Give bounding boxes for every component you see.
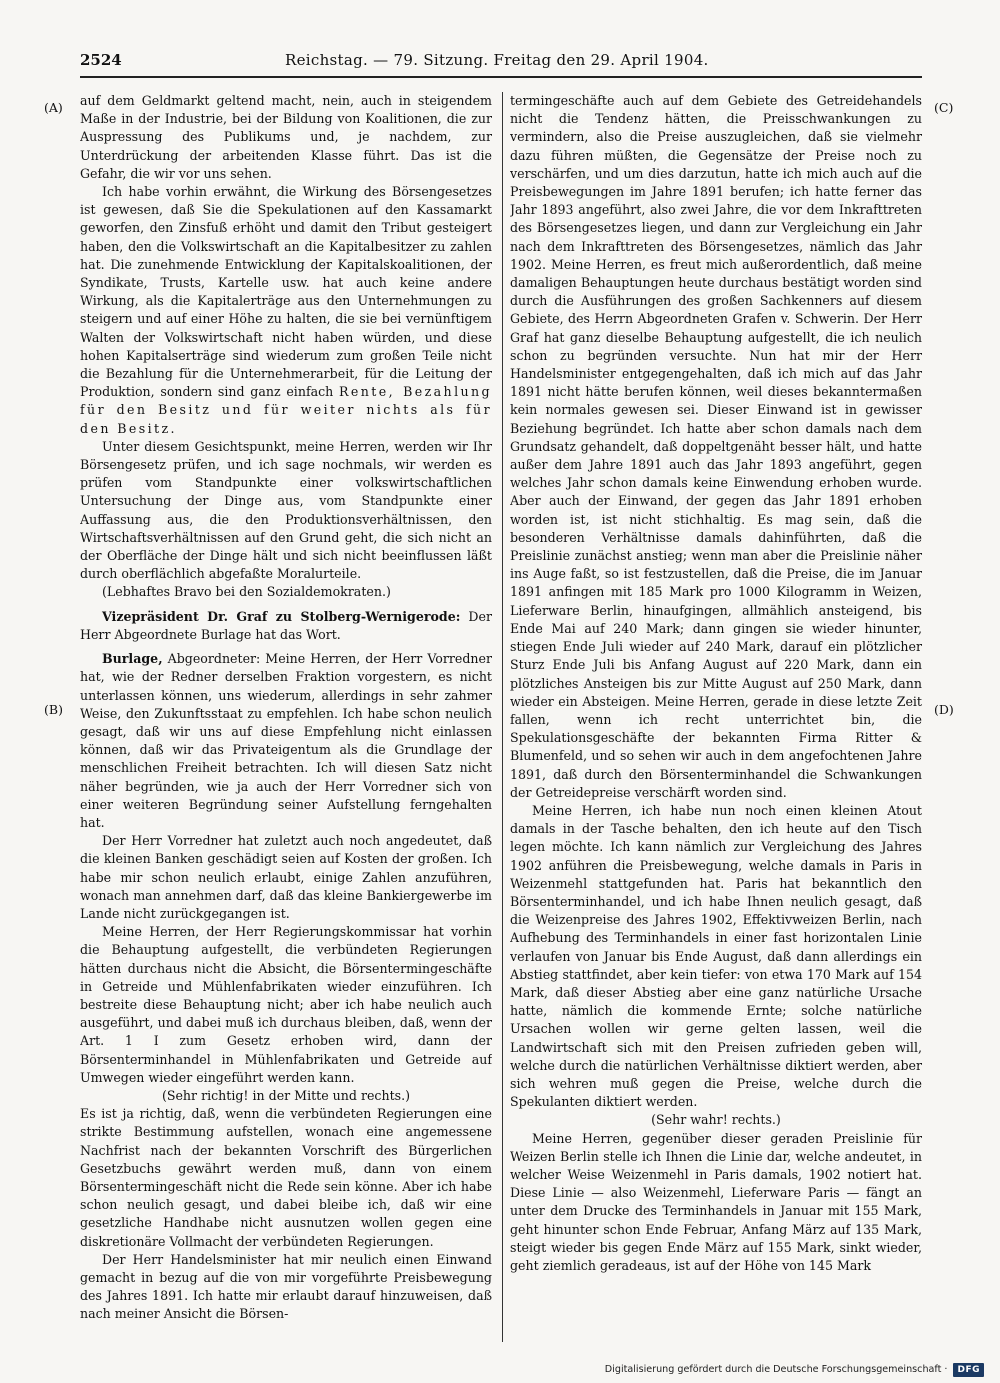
margin-mark-d: (D) <box>934 702 954 717</box>
page-header <box>80 48 920 72</box>
left-paragraph-1: auf dem Geldmarkt geltend macht, nein, auch in steigendem Maße in der Industrie, bei der Bildung von Koalitionen, die zur Auspressung des Publikums und, je nachdem, zur Unterdrückung der arbeitenden Klasse führt. Das ist die Gefahr, die wir vor uns sehen. <box>80 93 492 181</box>
page-footer <box>605 1362 984 1378</box>
left-paragraph-2 <box>80 183 492 438</box>
speaker-vice-president-name: Vizepräsident Dr. Graf zu Stolberg-Wernigerode: <box>102 608 461 624</box>
running-title: Reichstag. — 79. Sitzung. Freitag den 29. April 1904. <box>285 51 709 69</box>
left-paragraph-2-spaced: Rente, Bezahlung für den Besitz und für weiter nichts als für den Besitz. <box>80 384 492 436</box>
left-paragraph-9: Der Herr Handelsminister hat mir neulich einen Einwand gemacht in bezug auf die von mir vorgeführte Preisbewegung des Jahres 1891. Ich hatte mir erlaubt darauf hinzuweisen, daß nach meiner Ansicht die Börsen- <box>80 1251 492 1322</box>
left-paragraph-8: Es ist ja richtig, daß, wenn die verbündeten Regierungen eine strikte Bestimmung aufstellen, wonach eine angemessene Nachfrist nach der bekannten Vorschrift des Bürgerlichen Gesetzbuchs gewährt werden muß, dann von einem Börsentermingeschäft nicht die Rede sein könne. Aber ich habe schon neulich gesagt, und dabei bleibe ich, daß wir eine gesetzliche Handhabe nicht ausnutzen wollen gegen eine diskretionäre Vollmacht der verbündeten Regierungen. <box>80 1106 492 1249</box>
right-column <box>510 92 922 1342</box>
margin-mark-b: (B) <box>44 702 63 717</box>
margin-mark-a: (A) <box>44 100 63 115</box>
applause-note: (Lebhaftes Bravo bei den Sozialdemokraten.) <box>102 584 391 600</box>
speaker-burlage-name: Burlage, <box>102 651 163 667</box>
left-column <box>80 92 492 1342</box>
left-paragraph-7: Meine Herren, der Herr Regierungskommissar hat vorhin die Behauptung aufgestellt, die verbündeten Regierungen hätten durchaus nicht die Absicht, die Börsentermingeschäfte in Getreide und Mühlenfabrikaten wieder einzuführen. Ich bestreite diese Behauptung nicht; aber ich habe neulich auch ausgeführt, und dabei muß ich durchaus bleiben, daß, wenn der Art. 1 I zum Gesetz erhoben wird, dann der Börsenterminhandel in Mühlenfabrikaten und Getreide auf Umwegen wieder eingeführt werden kann. <box>80 924 492 1085</box>
page-number: 2524 <box>80 51 122 69</box>
right-paragraph-1: termingeschäfte auch auf dem Gebiete des Getreidehandels nicht die Tendenz hätten, die Preisschwankungen zu vermindern, also die Preise auszugleichen, daß sie vielmehr dazu führen müßten, die Gegensätze der Preise noch zu verschärfen, und um dies darzutun, hatte ich mich auch auf die Preisbewegungen im Jahre 1891 berufen; ich hatte ferner das Jahr 1893 angeführt, also zwei Jahre, die vor dem Inkrafttreten des Börsengesetzes liegen, und dann zur Vergleichung ein Jahr nach dem Inkrafttreten des Börsengesetzes, nämlich das Jahr 1902. Meine Herren, es freut mich außerordentlich, daß meine damaligen Behauptungen heute durchaus bestätigt worden sind durch die Ausführungen des großen Sachkenners auf diesem Gebiete, des Herrn Abgeordneten Grafen v. Schwerin. Der Herr Graf hat ganz dieselbe Behauptung aufgestellt, die ich neulich schon zu begründen versuchte. Nun hat mir der Herr Handelsminister entgegengehalten, daß ich mich auf das Jahr 1891 nicht hätte berufen können, weil dieses bekanntermaßen kein normales gewesen sei. Dieser Einwand ist in gewisser Beziehung begründet. Ich hatte aber schon damals nach dem Grundsatz gehandelt, daß doppeltgenäht besser hält, und hatte außer dem Jahre 1891 auch das Jahr 1893 angeführt, gegen welches Jahr schon damals keine Einwendung erhoben wurde. Aber auch der Einwand, der gegen das Jahr 1891 erhoben worden ist, ist nicht stichhaltig. Es mag sein, daß die besonderen Verhältnisse damals dahinführten, daß die Preislinie zunächst anstieg; wenn man aber die Preislinie näher ins Auge faßt, so ist festzustellen, daß die Preise, die im Januar 1891 anfingen mit 185 Mark pro 1000 Kilogramm in Weizen, Lieferware Berlin, hinaufgingen, allmählich ansteigend, bis Ende Mai auf 240 Mark; dann gingen sie wieder hinunter, stiegen Ende Juli wieder auf 240 Mark, darauf ein plötzlicher Sturz Ende Juli bis Anfang August auf 220 Mark, dann ein plötzliches Ansteigen bis zur Mitte August auf 250 Mark, dann wieder ein Absteigen. Meine Herren, gerade in diese letzte Zeit fallen, wenn ich recht unterrichtet bin, die Spekulationsgeschäfte der bekannten Firma Ritter & Blumenfeld, und so sehen wir auch in dem angefochtenen Jahre 1891, daß durch den Börsenterminhandel die Schwankungen der Getreidepreise verschärft worden sind. <box>510 93 922 800</box>
footer-text: Digitalisierung gefördert durch die Deutsche Forschungsgemeinschaft · <box>604 1364 948 1375</box>
right-paragraph-2: Meine Herren, ich habe nun noch einen kleinen Atout damals in der Tasche behalten, den ich heute auf den Tisch legen möchte. Ich kann nämlich zur Vergleichung des Jahres 1902 anführen die Preisbewegung, welche damals in Paris in Weizenmehl stattgefunden hat. Paris hat bekanntlich den Börsenterminhandel, und ich habe Ihnen neulich gesagt, daß die Weizenpreise des Jahres 1902, Effektivweizen Berlin, nach Aufhebung des Terminhandels in einer fast horizontalen Linie verlaufen von Januar bis Ende August, daß dann allerdings ein Abstieg stattfindet, aber kein tiefer: von etwa 170 Mark auf 154 Mark, daß dieser Abstieg aber eine ganz natürliche Ursache hatte, nämlich die kommende Ernte; solche natürliche Ursachen wollen wir gerne gelten lassen, weil die Landwirtschaft sich mit den Preisen zufrieden geben will, welche durch die natürlichen Verhältnisse diktiert werden, aber sich wehren muß gegen die Preise, welche durch die Spekulanten diktiert werden. <box>510 802 922 1110</box>
speaker-burlage <box>80 650 492 832</box>
interjection-right: (Sehr wahr! rechts.) <box>651 1112 781 1128</box>
speaker-burlage-text: Abgeordneter: Meine Herren, der Herr Vorredner hat, wie der Redner derselben Fraktion vorgestern, es nicht unterlassen können, uns wiederum, allerdings in sehr zahmer Weise, den Zukunftsstaat zu empfehlen. Ich habe schon neulich gesagt, daß wir uns auf diese Empfehlung nicht einlassen können, daß wir das Privateigentum als die Grundlage der menschlichen Freiheit betrachten. Ich will diesen Satz nicht näher begründen, wie ja auch der Herr Vorredner sich von einer weiteren Begründung seiner Aufstellung ferngehalten hat. <box>80 651 492 830</box>
left-paragraph-3: Unter diesem Gesichtspunkt, meine Herren, werden wir Ihr Börsengesetz prüfen, und ich sage nochmals, wir werden es prüfen vom Standpunkte einer volkswirtschaftlichen Untersuchung der Dinge aus, vom Standpunkte einer Auffassung aus, die den Produktionsverhältnissen, den Wirtschaftsverhältnissen auf den Grund geht, die sich nicht an der Oberfläche der Dinge hält und sich nicht beeinflussen läßt durch oberflächlich abgefaßte Moralurteile. <box>80 438 492 582</box>
dfg-logo: DFG <box>953 1363 984 1377</box>
margin-mark-c: (C) <box>934 100 954 115</box>
header-rule <box>80 76 922 78</box>
right-paragraph-3: Meine Herren, gegenüber dieser geraden Preislinie für Weizen Berlin stelle ich Ihnen die Linie dar, welche andeutet, in welcher Weise Weizenmehl in Paris damals, 1902 notiert hat. Diese Linie — also Weizenmehl, Lieferware Paris — fängt an unter dem Drucke des Terminhandels in Januar mit 155 Mark, geht hinunter schon Ende Februar, Anfang März auf 135 Mark, steigt wieder bis gegen Ende März auf 155 Mark, sinkt wieder, geht ziemlich geradeaus, ist auf der Höhe von 145 Mark <box>510 1130 922 1273</box>
left-paragraph-2-text: Ich habe vorhin erwähnt, die Wirkung des Börsengesetzes ist gewesen, daß Sie die Spekulationen auf den Kassamarkt geworfen, den Zinsfuß erhöht und damit den Tribut gesteigert haben, den die Volkswirtschaft an die Kapitalbesitzer zu zahlen hat. Die zunehmende Entwicklung der Kapitalskoalitionen, der Syndikate, Trusts, Kartelle usw. hat auch keine andere Wirkung, als die Kapitalerträge aus den Unternehmungen zu steigern und auf einer Höhe zu halten, die sie bei vernünftigem Walten der Volkswirtschaft nicht haben würden, und diese hohen Kapitalserträge sind wiederum zum großen Teile nicht die Bezahlung für die Unternehmerarbeit, für die Leitung der Produktion, sondern sind ganz einfach <box>80 184 492 400</box>
speaker-vice-president <box>80 608 492 644</box>
interjection-left: (Sehr richtig! in der Mitte und rechts.) <box>161 1087 411 1103</box>
left-paragraph-6: Der Herr Vorredner hat zuletzt auch noch angedeutet, daß die kleinen Banken geschädigt seien auf Kosten der großen. Ich habe mir schon neulich erlaubt, einige Zahlen anzuführen, wonach man annehmen darf, daß das kleine Bankiergewerbe im Lande nicht zurückgegangen ist. <box>80 833 492 921</box>
speaker-vice-president-text: Der Herr Abgeordnete Burlage hat das Wort. <box>80 608 492 642</box>
column-divider <box>502 92 503 1342</box>
